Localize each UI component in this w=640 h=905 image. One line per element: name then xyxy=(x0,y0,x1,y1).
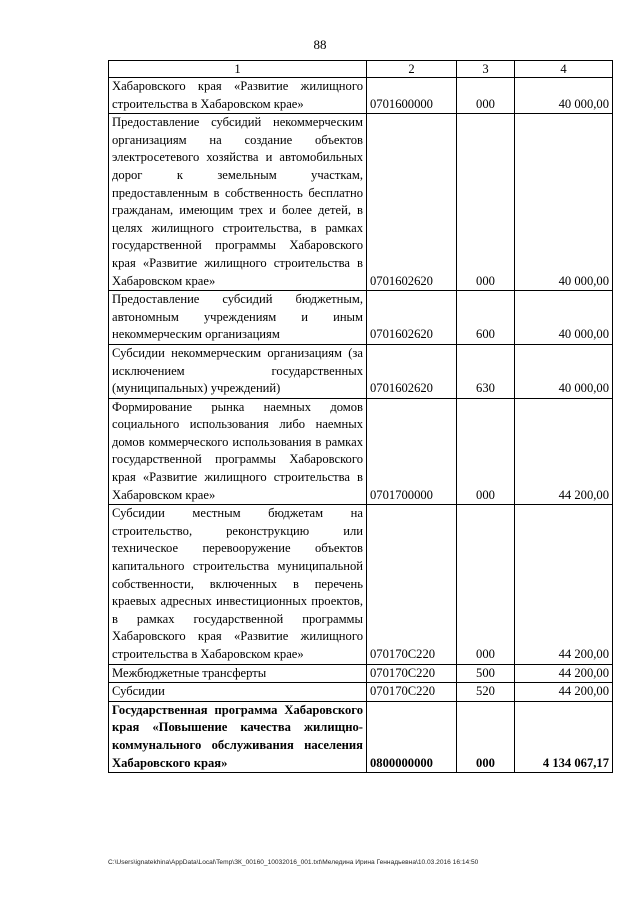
row-sum: 4 134 067,17 xyxy=(515,701,613,772)
row-code: 0701600000 xyxy=(367,78,457,114)
table-header-row xyxy=(109,61,613,78)
table-row xyxy=(109,344,613,398)
table-row xyxy=(109,683,613,702)
row-vr: 600 xyxy=(457,291,515,345)
row-vr: 630 xyxy=(457,344,515,398)
row-name: Субсидии xyxy=(109,683,367,702)
table-row-program-total xyxy=(109,701,613,772)
row-code: 070170С220 xyxy=(367,664,457,683)
budget-table xyxy=(108,60,613,773)
row-vr: 500 xyxy=(457,664,515,683)
table-row xyxy=(109,291,613,345)
header-col-4: 4 xyxy=(515,61,613,78)
row-name: Предоставление субсидий бюджетным, автономным учреждениям и иным некоммерческим организациям xyxy=(109,291,367,345)
row-sum: 44 200,00 xyxy=(515,398,613,505)
header-col-1: 1 xyxy=(109,61,367,78)
row-name: Субсидии некоммерческим организациям (за исключением государственных (муниципальных) учреждений) xyxy=(109,344,367,398)
row-sum: 44 200,00 xyxy=(515,664,613,683)
row-vr: 000 xyxy=(457,701,515,772)
row-code: 0701602620 xyxy=(367,291,457,345)
header-col-3: 3 xyxy=(457,61,515,78)
row-vr: 000 xyxy=(457,398,515,505)
header-col-2: 2 xyxy=(367,61,457,78)
row-vr: 520 xyxy=(457,683,515,702)
row-sum: 44 200,00 xyxy=(515,683,613,702)
row-code: 0800000000 xyxy=(367,701,457,772)
table-row xyxy=(109,505,613,664)
table-row xyxy=(109,114,613,291)
row-name: Хабаровского края «Развитие жилищного строительства в Хабаровском крае» xyxy=(109,78,367,114)
row-code: 070170С220 xyxy=(367,683,457,702)
footer-file-path: C:\Users\ignatekhina\AppData\Local\Temp\ЗК_00160_10032016_001.txt\Меледина Ирина Геннадьевна\10.03.2016 16:14:50 xyxy=(108,859,479,866)
row-name: Формирование рынка наемных домов социального использования либо наемных домов коммерческого использования в рамках государственной программы Хабаровского края «Развитие жилищного строительства в Хабаровском крае» xyxy=(109,398,367,505)
row-code: 0701602620 xyxy=(367,114,457,291)
row-name: Субсидии местным бюджетам на строительство, реконструкцию или техническое перевооружение объектов капитального строительства муниципальной собственности, включенных в перечень краевых адресных инвестиционных проектов, в рамках государственной программы Хабаровского края «Развитие жилищного строительства в Хабаровском крае» xyxy=(109,505,367,664)
table-row xyxy=(109,78,613,114)
table-row xyxy=(109,664,613,683)
row-sum: 40 000,00 xyxy=(515,78,613,114)
row-sum: 40 000,00 xyxy=(515,291,613,345)
row-code: 0701602620 xyxy=(367,344,457,398)
row-name: Предоставление субсидий некоммерческим организациям на создание объектов электросетевого хозяйства и автомобильных дорог к земельным участкам, предоставленным в собственность бесплатно гражданам, имеющим трех и более детей, в целях жилищного строительства, в рамках государственной программы Хабаровского края «Развитие жилищного строительства в Хабаровском крае» xyxy=(109,114,367,291)
row-code: 0701700000 xyxy=(367,398,457,505)
row-vr: 000 xyxy=(457,505,515,664)
row-sum: 40 000,00 xyxy=(515,114,613,291)
row-name: Государственная программа Хабаровского края «Повышение качества жилищно-коммунального обслуживания населения Хабаровского края» xyxy=(109,701,367,772)
row-name: Межбюджетные трансферты xyxy=(109,664,367,683)
row-vr: 000 xyxy=(457,78,515,114)
row-vr: 000 xyxy=(457,114,515,291)
row-sum: 44 200,00 xyxy=(515,505,613,664)
row-sum: 40 000,00 xyxy=(515,344,613,398)
table-row xyxy=(109,398,613,505)
row-code: 070170С220 xyxy=(367,505,457,664)
page-number: 88 xyxy=(313,37,327,52)
